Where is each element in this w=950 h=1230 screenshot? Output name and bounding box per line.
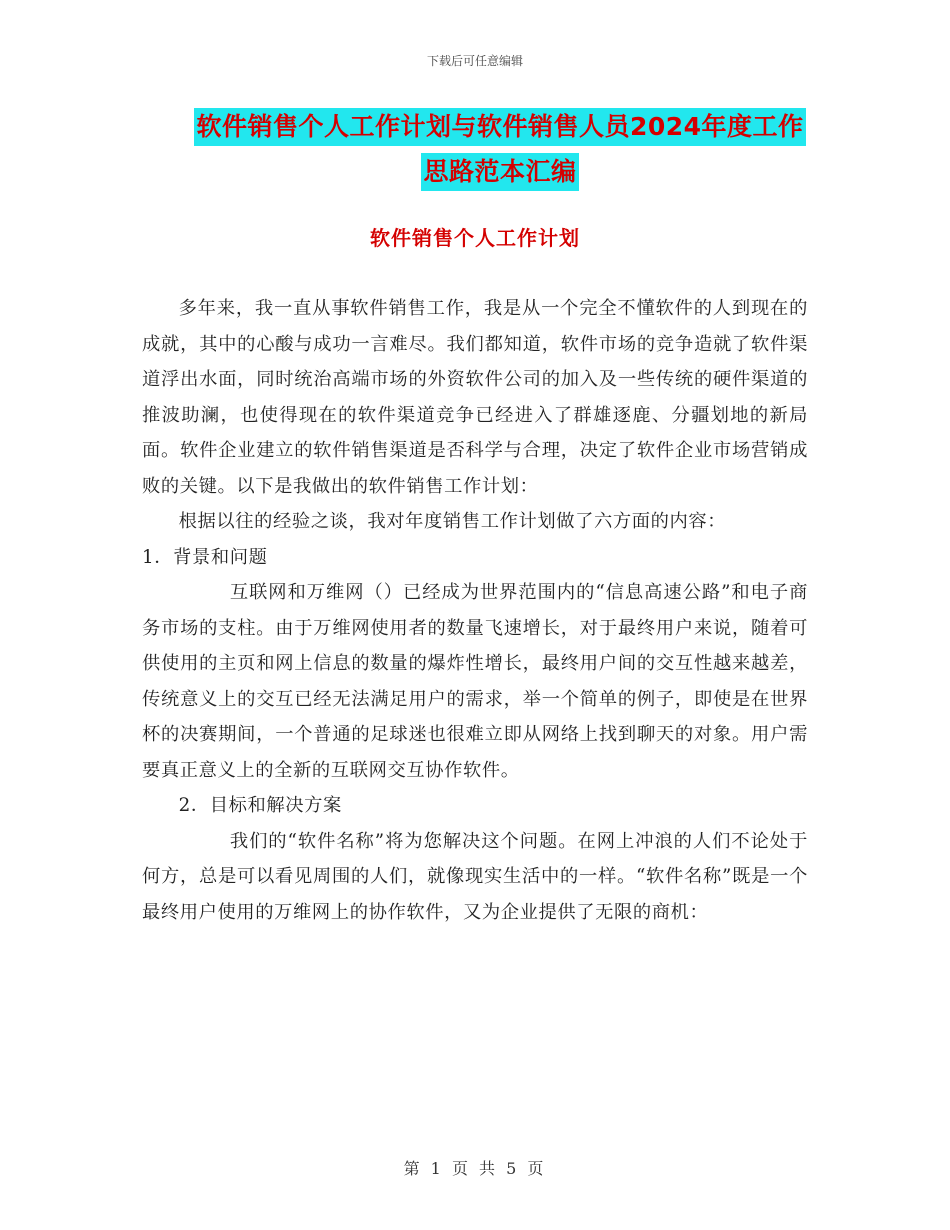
section-heading: 软件销售个人工作计划 [370, 226, 580, 250]
title-line-1: 软件销售个人工作计划与软件销售人员2024年度工作 [194, 108, 805, 146]
title-line-2: 思路范本汇编 [421, 153, 578, 191]
page-footer: 第 1 页 共 5 页 [403, 1159, 547, 1178]
paragraph-plan-overview: 根据以往的经验之谈，我对年度销售工作计划做了六方面的内容： [178, 511, 727, 532]
paragraph-goals: 我们的“软件名称”将为您解决这个问题。在网上冲浪的人们不论处于何方，总是可以看见周围的人们，就像现实生活中的一样。“软件名称”既是一个最终用户使用的万维网上的协作软件，又为企业提供了无限的商机： [142, 830, 808, 923]
document-body [142, 291, 808, 930]
heading-background: 1．背景和问题 [142, 546, 268, 568]
paragraph-background: 互联网和万维网（）已经成为世界范围内的“信息高速公路”和电子商务市场的支柱。由于万维网使用者的数量飞速增长，对于最终用户来说，随着可供使用的主页和网上信息的数量的爆炸性增长，最终用户间的交互性越来越差，传统意义上的交互已经无法满足用户的需求，举一个简单的例子，即使是在世界杯的决赛期间，一个普通的足球迷也很难立即从网络上找到聊天的对象。用户需要真正意义上的全新的互联网交互协作软件。 [142, 582, 808, 781]
heading-goals: 2．目标和解决方案 [178, 795, 342, 816]
paragraph-intro: 多年来，我一直从事软件销售工作，我是从一个完全不懂软件的人到现在的成就，其中的心酸与成功一言难尽。我们都知道，软件市场的竞争造就了软件渠道浮出水面，同时统治高端市场的外资软件公司的加入及一些传统的硬件渠道的推波助澜，也使得现在的软件渠道竞争已经进入了群雄逐鹿、分疆划地的新局面。软件企业建立的软件销售渠道是否科学与合理，决定了软件企业市场营销成败的关键。以下是我做出的软件销售工作计划： [142, 298, 808, 497]
document-title [140, 108, 860, 191]
page-header: 下载后可任意编辑 [426, 54, 523, 68]
